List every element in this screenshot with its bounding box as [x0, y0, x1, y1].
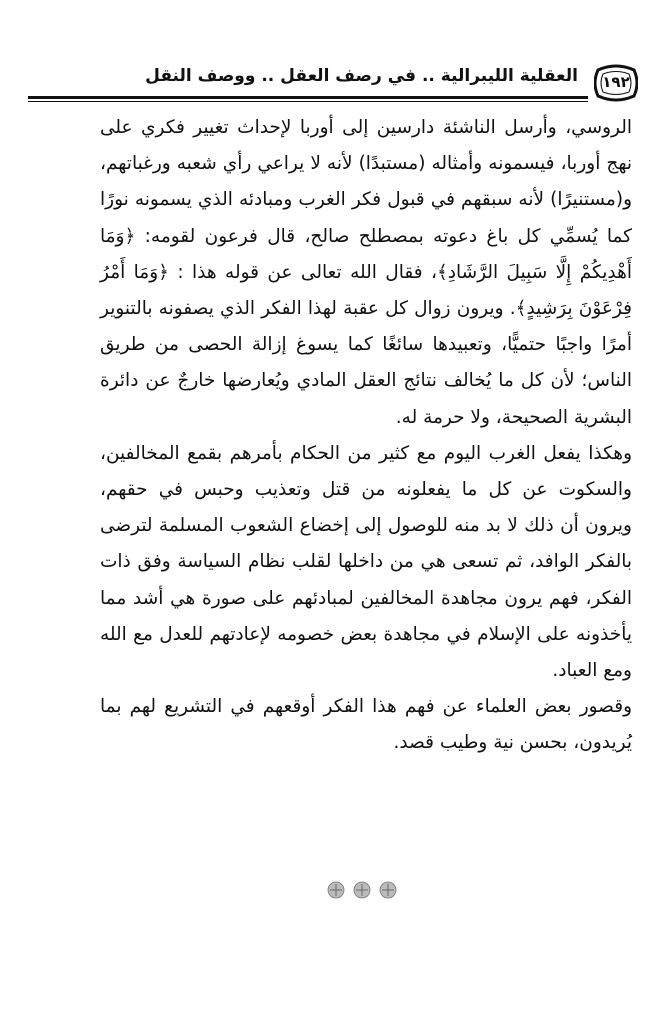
page-number-badge [594, 64, 638, 102]
paragraph-2: وهكذا يفعل الغرب اليوم مع كثير من الحكام بأمرهم بقمع المخالفين، والسكوت عن كل ما يفعلونه من قتل وتعذيب وحبس في حقهم، ويرون أن ذلك لا بد منه للوصول إلى إخضاع الشعوب المسلمة لترضى بالفكر الوافد، ثم تسعى هي من داخلها لقلب نظام السياسة وفق ذات الفكر، فهم يرون مجاهدة المخالفين لمبادئهم على صورة هي أشد مما يأخذونه على الإسلام في مجاهدة بعض خصومه لإعادتهم للعدل مع الله ومع العباد. [100, 442, 632, 682]
paragraph-3: وقصور بعض العلماء عن فهم هذا الفكر أوقعهم في التشريع لهم بما يُريدون، بحسن نية وطيب قصد. [100, 696, 632, 754]
page-header [28, 62, 638, 108]
running-title: العقلية الليبرالية .. في رصف العقل .. ووصف النقل [145, 66, 578, 86]
paragraph-1: الروسي، وأرسل الناشئة دارسين إلى أوربا لإحداث تغيير فكري على نهج أوربا، فيسمونه وأمثاله (مستبدًا) لأنه لا يراعي رأي شعبه ورغباتهم، و(مستنيرًا) لأنه سبقهم في قبول فكر الغرب ومبادئه الذي يسمونه نورًا كما يُسمِّي كل باغ دعوته بمصطلح صالح، قال فرعون لقومه: ﴿وَمَا أَهْدِيكُمْ إِلَّا سَبِيلَ الرَّشَادِ﴾، فقال الله تعالى عن قوله هذا : ﴿وَمَا أَمْرُ فِرْعَوْنَ بِرَشِيدٍ﴾. ويرون زوال كل عقبة لهذا الفكر الذي يصفونه بالتنوير أمرًا واجبًا حتميًّا، وتعبيدها سائغًا كما يسوغ إزالة الحصى من طريق الناس؛ لأن كل ما يُخالف نتائج العقل المادي ويُعارضها خارجٌ عن دائرة البشرية الصحيحة، ولا حرمة له. [100, 117, 632, 428]
header-rule [28, 96, 588, 99]
header-rule-thin [28, 101, 588, 102]
footer-ornament [312, 878, 412, 902]
body-text [100, 110, 632, 762]
page-number: ١٩٢ [602, 73, 630, 91]
